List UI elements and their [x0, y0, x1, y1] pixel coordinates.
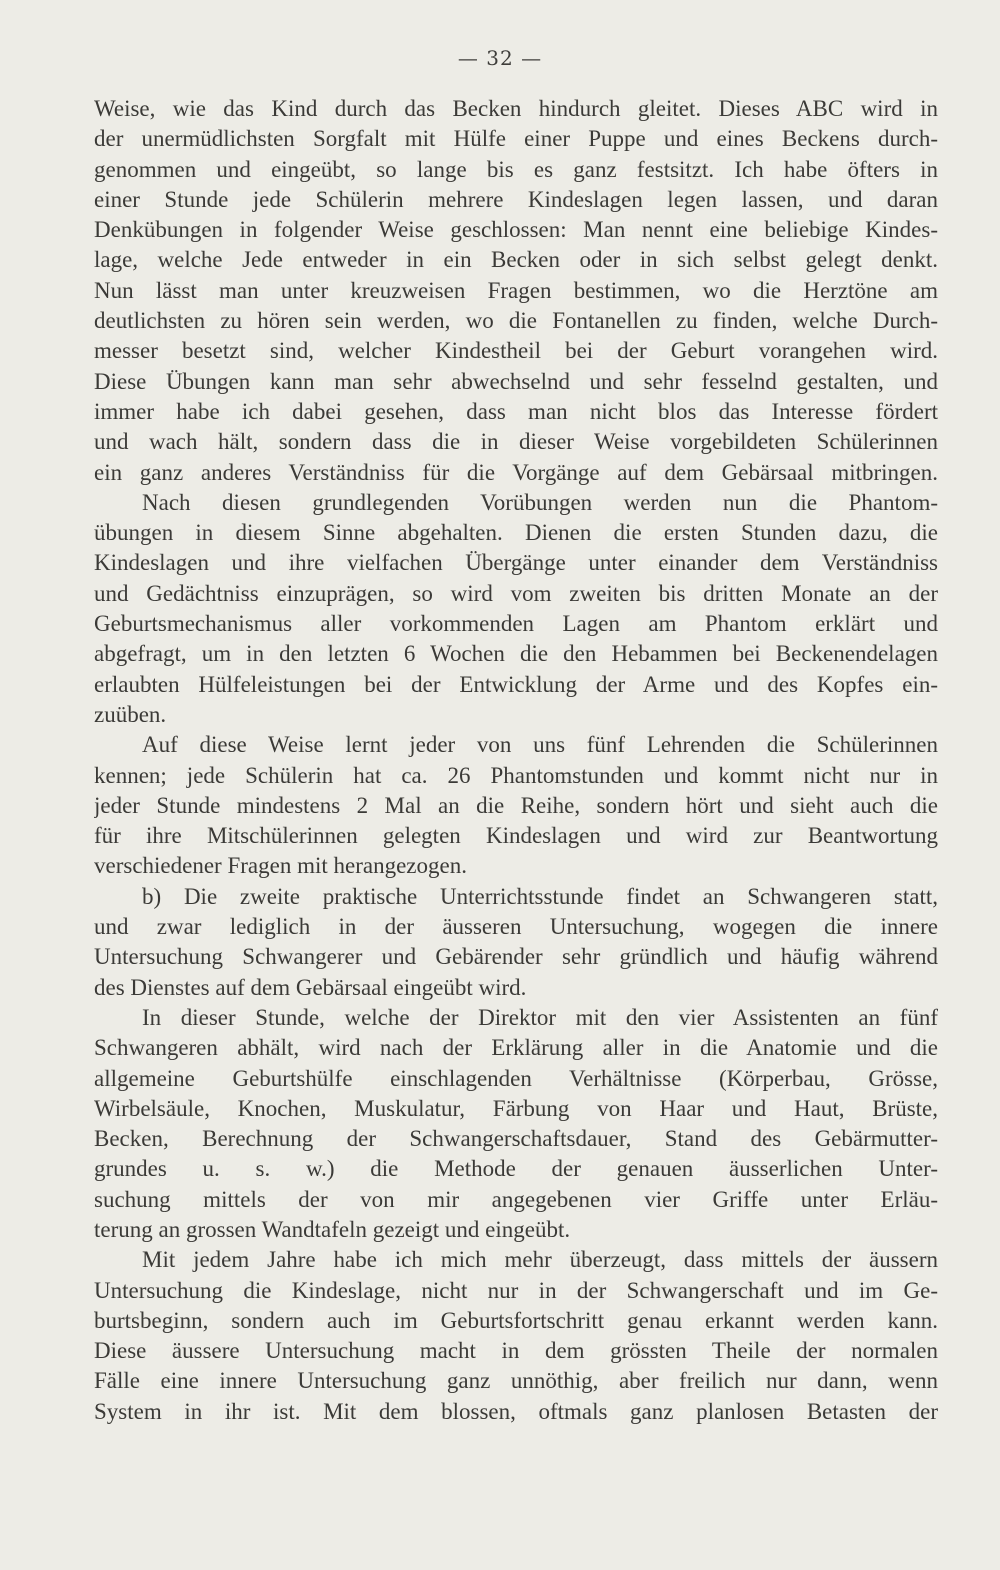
text-line: und wach hält, sondern dass die in dieser Weise vorgebildeten Schülerinnen: [94, 429, 938, 455]
text-line: burtsbeginn, sondern auch im Geburtsfortschritt genau erkannt werden kann.: [94, 1307, 938, 1333]
text-line: Geburtsmechanismus aller vorkommenden Lagen am Phantom erklärt und: [94, 611, 938, 637]
text-line: der unermüdlichsten Sorgfalt mit Hülfe einer Puppe und eines Beckens durch-: [94, 126, 938, 152]
text-line: zuüben.: [94, 701, 167, 727]
text-line: grundes u. s. w.) die Methode der genauen äusserlichen Unter-: [94, 1156, 938, 1182]
text-line: verschiedener Fragen mit herangezogen.: [94, 853, 467, 879]
text-line: Becken, Berechnung der Schwangerschaftsdauer, Stand des Gebärmutter-: [94, 1126, 938, 1152]
text-line: suchung mittels der von mir angegebenen vier Griffe unter Erläu-: [94, 1186, 938, 1212]
text-line: abgefragt, um in den letzten 6 Wochen die den Hebammen bei Beckenendelagen: [94, 641, 938, 667]
text-line: b) Die zweite praktische Unterrichtsstunde findet an Schwangeren statt,: [142, 883, 938, 909]
text-line: Weise, wie das Kind durch das Becken hindurch gleitet. Dieses ABC wird in: [94, 96, 938, 121]
text-line: erlaubten Hülfeleistungen bei der Entwicklung der Arme und des Kopfes ein-: [94, 671, 938, 697]
text-line: Nun lässt man unter kreuzweisen Fragen bestimmen, wo die Herztöne am: [94, 277, 938, 303]
text-line: des Dienstes auf dem Gebärsaal eingeübt wird.: [94, 974, 527, 1000]
text-line: allgemeine Geburtshülfe einschlagenden Verhältnisse (Körperbau, Grösse,: [94, 1065, 938, 1091]
text-line: für ihre Mitschülerinnen gelegten Kindeslagen und wird zur Beantwortung: [94, 823, 938, 849]
text-line: Mit jedem Jahre habe ich mich mehr überzeugt, dass mittels der äussern: [142, 1247, 938, 1273]
text-line: genommen und eingeübt, so lange bis es ganz festsitzt. Ich habe öfters in: [94, 156, 938, 182]
text-line: Wirbelsäule, Knochen, Muskulatur, Färbung von Haar und Haut, Brüste,: [94, 1095, 938, 1121]
text-line: Kindeslagen und ihre vielfachen Übergänge unter einander dem Verständniss: [94, 550, 938, 576]
text-line: lage, welche Jede entweder in ein Becken oder in sich selbst gelegt denkt.: [94, 247, 938, 273]
text-line: einer Stunde jede Schülerin mehrere Kindeslagen legen lassen, und daran: [94, 186, 938, 212]
text-line: messer besetzt sind, welcher Kindestheil bei der Geburt vorangehen wird.: [94, 338, 938, 364]
text-line: Untersuchung die Kindeslage, nicht nur in der Schwangerschaft und im Ge-: [94, 1277, 938, 1303]
text-line: Nach diesen grundlegenden Vorübungen werden nun die Phantom-: [142, 489, 938, 515]
text-line: Denkübungen in folgender Weise geschlossen: Man nennt eine beliebige Kindes-: [94, 217, 938, 243]
text-line: Diese äussere Untersuchung macht in dem grössten Theile der normalen: [94, 1338, 938, 1364]
text-line: Auf diese Weise lernt jeder von uns fünf Lehrenden die Schülerinnen: [142, 732, 938, 758]
text-line: und zwar lediglich in der äusseren Untersuchung, wogegen die innere: [94, 914, 938, 940]
text-line: In dieser Stunde, welche der Direktor mit den vier Assistenten an fünf: [142, 1004, 938, 1030]
text-line: Diese Übungen kann man sehr abwechselnd und sehr fesselnd gestalten, und: [94, 368, 938, 394]
text-line: Fälle eine innere Untersuchung ganz unnöthig, aber freilich nur dann, wenn: [94, 1368, 938, 1394]
text-line: terung an grossen Wandtafeln gezeigt und eingeübt.: [94, 1216, 571, 1242]
text-line: und Gedächtniss einzuprägen, so wird vom zweiten bis dritten Monate an der: [94, 580, 938, 606]
body-text: [94, 94, 938, 1427]
text-line: jeder Stunde mindestens 2 Mal an die Reihe, sondern hört und sieht auch die: [94, 792, 938, 818]
text-line: kennen; jede Schülerin hat ca. 26 Phantomstunden und kommt nicht nur in: [94, 762, 938, 788]
text-line: immer habe ich dabei gesehen, dass man nicht blos das Interesse fördert: [94, 398, 938, 424]
text-line: Untersuchung Schwangerer und Gebärender sehr gründlich und häufig während: [94, 944, 938, 970]
page-number: — 32 —: [457, 46, 543, 70]
text-line: Schwangeren abhält, wird nach der Erklärung aller in die Anatomie und die: [94, 1035, 938, 1061]
text-line: ein ganz anderes Verständniss für die Vorgänge auf dem Gebärsaal mitbringen.: [94, 459, 938, 485]
text-line: System in ihr ist. Mit dem blossen, oftmals ganz planlosen Betasten der: [94, 1398, 938, 1424]
text-line: deutlichsten zu hören sein werden, wo die Fontanellen zu finden, welche Durch-: [94, 308, 938, 334]
text-line: übungen in diesem Sinne abgehalten. Dienen die ersten Stunden dazu, die: [94, 520, 938, 546]
